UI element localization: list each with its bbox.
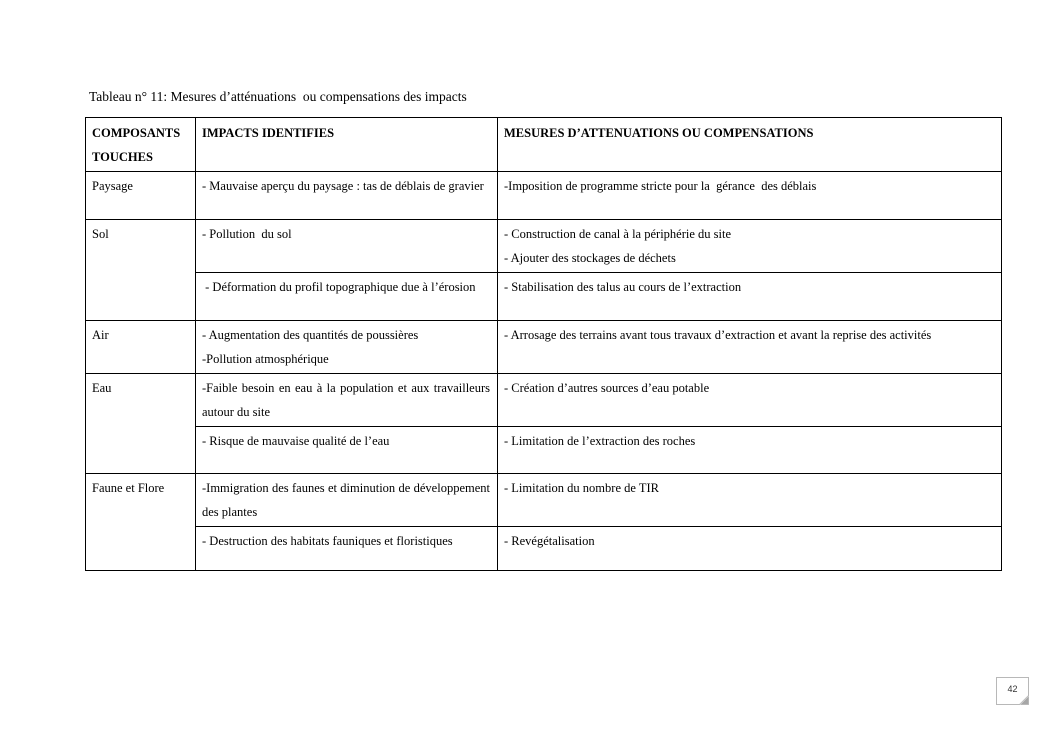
impact-text: -Pollution atmosphérique xyxy=(202,352,329,366)
table-header-row xyxy=(86,118,1002,172)
table-row xyxy=(86,427,1002,474)
impacts-cell xyxy=(196,527,498,571)
measure-text: -Imposition de programme stricte pour la gérance des déblais xyxy=(504,179,817,193)
measures-cell xyxy=(498,474,1002,527)
component-label: Eau xyxy=(92,381,112,395)
measures-cell xyxy=(498,374,1002,427)
component-cell xyxy=(86,321,196,374)
component-cell xyxy=(86,474,196,571)
impact-text: - Augmentation des quantités de poussières xyxy=(202,328,419,342)
table-row xyxy=(86,374,1002,427)
table-row xyxy=(86,220,1002,273)
impacts-cell xyxy=(196,374,498,427)
impact-text: - Déformation du profil topographique due à l’érosion xyxy=(202,280,476,294)
component-cell xyxy=(86,172,196,220)
measures-cell xyxy=(498,273,1002,321)
component-label: Air xyxy=(92,328,109,342)
component-cell xyxy=(86,220,196,321)
measure-text: - Stabilisation des talus au cours de l’extraction xyxy=(504,280,742,294)
column-header-composants xyxy=(86,118,196,172)
impacts-cell xyxy=(196,321,498,374)
measures-cell xyxy=(498,427,1002,474)
measure-text: - Ajouter des stockages de déchets xyxy=(504,251,676,265)
measures-cell xyxy=(498,172,1002,220)
measure-text: - Arrosage des terrains avant tous travaux d’extraction et avant la reprise des activités xyxy=(504,328,932,342)
component-label: Faune et Flore xyxy=(92,481,165,495)
impact-text: - Pollution du sol xyxy=(202,227,292,241)
impacts-cell xyxy=(196,427,498,474)
header-label: MESURES D’ATTENUATIONS OU COMPENSATIONS xyxy=(504,126,814,140)
column-header-impacts xyxy=(196,118,498,172)
measure-text: - Création d’autres sources d’eau potable xyxy=(504,381,710,395)
measures-cell xyxy=(498,527,1002,571)
measure-text: - Limitation du nombre de TIR xyxy=(504,481,659,495)
impacts-cell xyxy=(196,220,498,273)
table-row xyxy=(86,273,1002,321)
impact-measures-table xyxy=(85,117,1002,571)
impacts-cell xyxy=(196,474,498,527)
impacts-cell xyxy=(196,172,498,220)
measure-text: - Construction de canal à la périphérie du site xyxy=(504,227,732,241)
page-number-box xyxy=(996,677,1029,705)
measures-cell xyxy=(498,220,1002,273)
table-row xyxy=(86,321,1002,374)
header-label: IMPACTS IDENTIFIES xyxy=(202,126,335,140)
impacts-cell xyxy=(196,273,498,321)
impact-text: - Destruction des habitats fauniques et floristiques xyxy=(202,534,453,548)
table-row xyxy=(86,474,1002,527)
impact-text: - Mauvaise aperçu du paysage : tas de déblais de gravier xyxy=(202,179,484,193)
measure-text: - Limitation de l’extraction des roches xyxy=(504,434,696,448)
column-header-mesures xyxy=(498,118,1002,172)
table-row xyxy=(86,172,1002,220)
page-title: Tableau n° 11: Mesures d’atténuations ou compensations des impacts xyxy=(89,89,467,104)
impact-text: -Immigration des faunes et diminution de développement des plantes xyxy=(202,481,494,519)
component-cell xyxy=(86,374,196,474)
impact-text: - Risque de mauvaise qualité de l’eau xyxy=(202,434,390,448)
header-label: COMPOSANTS TOUCHES xyxy=(92,126,184,164)
measures-cell xyxy=(498,321,1002,374)
impact-text: -Faible besoin en eau à la population et aux travailleurs autour du site xyxy=(202,381,494,419)
page-number: 42 xyxy=(1007,684,1018,694)
measure-text: - Revégétalisation xyxy=(504,534,595,548)
table-row xyxy=(86,527,1002,571)
component-label: Paysage xyxy=(92,179,133,193)
component-label: Sol xyxy=(92,227,109,241)
page-corner-fold-icon xyxy=(1019,695,1029,705)
